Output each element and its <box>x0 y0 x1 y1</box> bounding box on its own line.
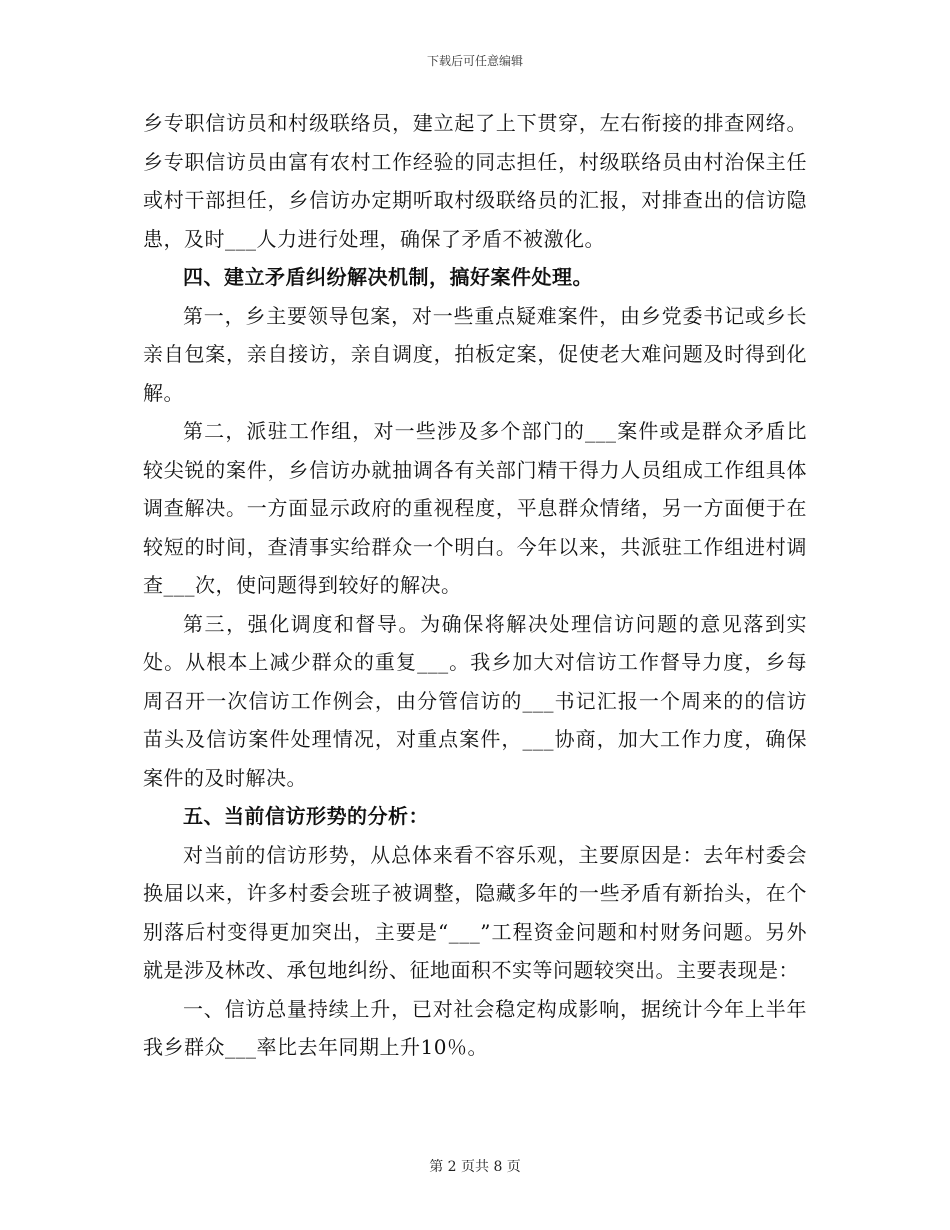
section-heading-four: 四、建立矛盾纠纷解决机制，搞好案件处理。 <box>183 265 593 289</box>
paragraph-third-measure: 第三，强化调度和督导。为确保将解决处理信访问题的意见落到实处。从根本上减少群众的重复___。我乡加大对信访工作督导力度，乡每周召开一次信访工作例会，由分管信访的___书记汇报一个周来的的信访苗头及信访案件处理情况，对重点案件，___协商，加大工作力度，确保案件的及时解决。 <box>143 611 807 790</box>
paragraph-first-measure: 第一，乡主要领导包案，对一些重点疑难案件，由乡党委书记或乡长亲自包案，亲自接访，亲自调度，拍板定案，促使老大难问题及时得到化解。 <box>143 303 807 405</box>
page-header: 下载后可任意编辑 <box>426 54 523 68</box>
document-body <box>143 104 807 1067</box>
page-footer: 第 2 页共 8 页 <box>429 1159 521 1175</box>
paragraph-point-one: 一、信访总量持续上升，已对社会稳定构成影响，据统计今年上半年我乡群众___率比去年同期上升10％。 <box>143 996 807 1059</box>
paragraph-second-measure: 第二，派驻工作组，对一些涉及多个部门的___案件或是群众矛盾比较尖锐的案件，乡信访办就抽调各有关部门精干得力人员组成工作组具体调查解决。一方面显示政府的重视程度，平息群众情绪，另一方面便于在较短的时间，查清事实给群众一个明白。今年以来，共派驻工作组进村调查___次，使问题得到较好的解决。 <box>143 419 807 597</box>
paragraph-situation-analysis: 对当前的信访形势，从总体来看不容乐观，主要原因是：去年村委会换届以来，许多村委会班子被调整，隐藏多年的一些矛盾有新抬头，在个别落后村变得更加突出，主要是“___”工程资金问题和村财务问题。另外就是涉及林改、承包地纠纷、征地面积不实等问题较突出。主要表现是： <box>143 842 807 982</box>
section-heading-five: 五、当前信访形势的分析： <box>183 804 429 828</box>
paragraph-continuation: 乡专职信访员和村级联络员，建立起了上下贯穿，左右衔接的排查网络。乡专职信访员由富有农村工作经验的同志担任，村级联络员由村治保主任或村干部担任，乡信访办定期听取村级联络员的汇报，对排查出的信访隐患，及时___人力进行处理，确保了矛盾不被激化。 <box>143 111 807 251</box>
